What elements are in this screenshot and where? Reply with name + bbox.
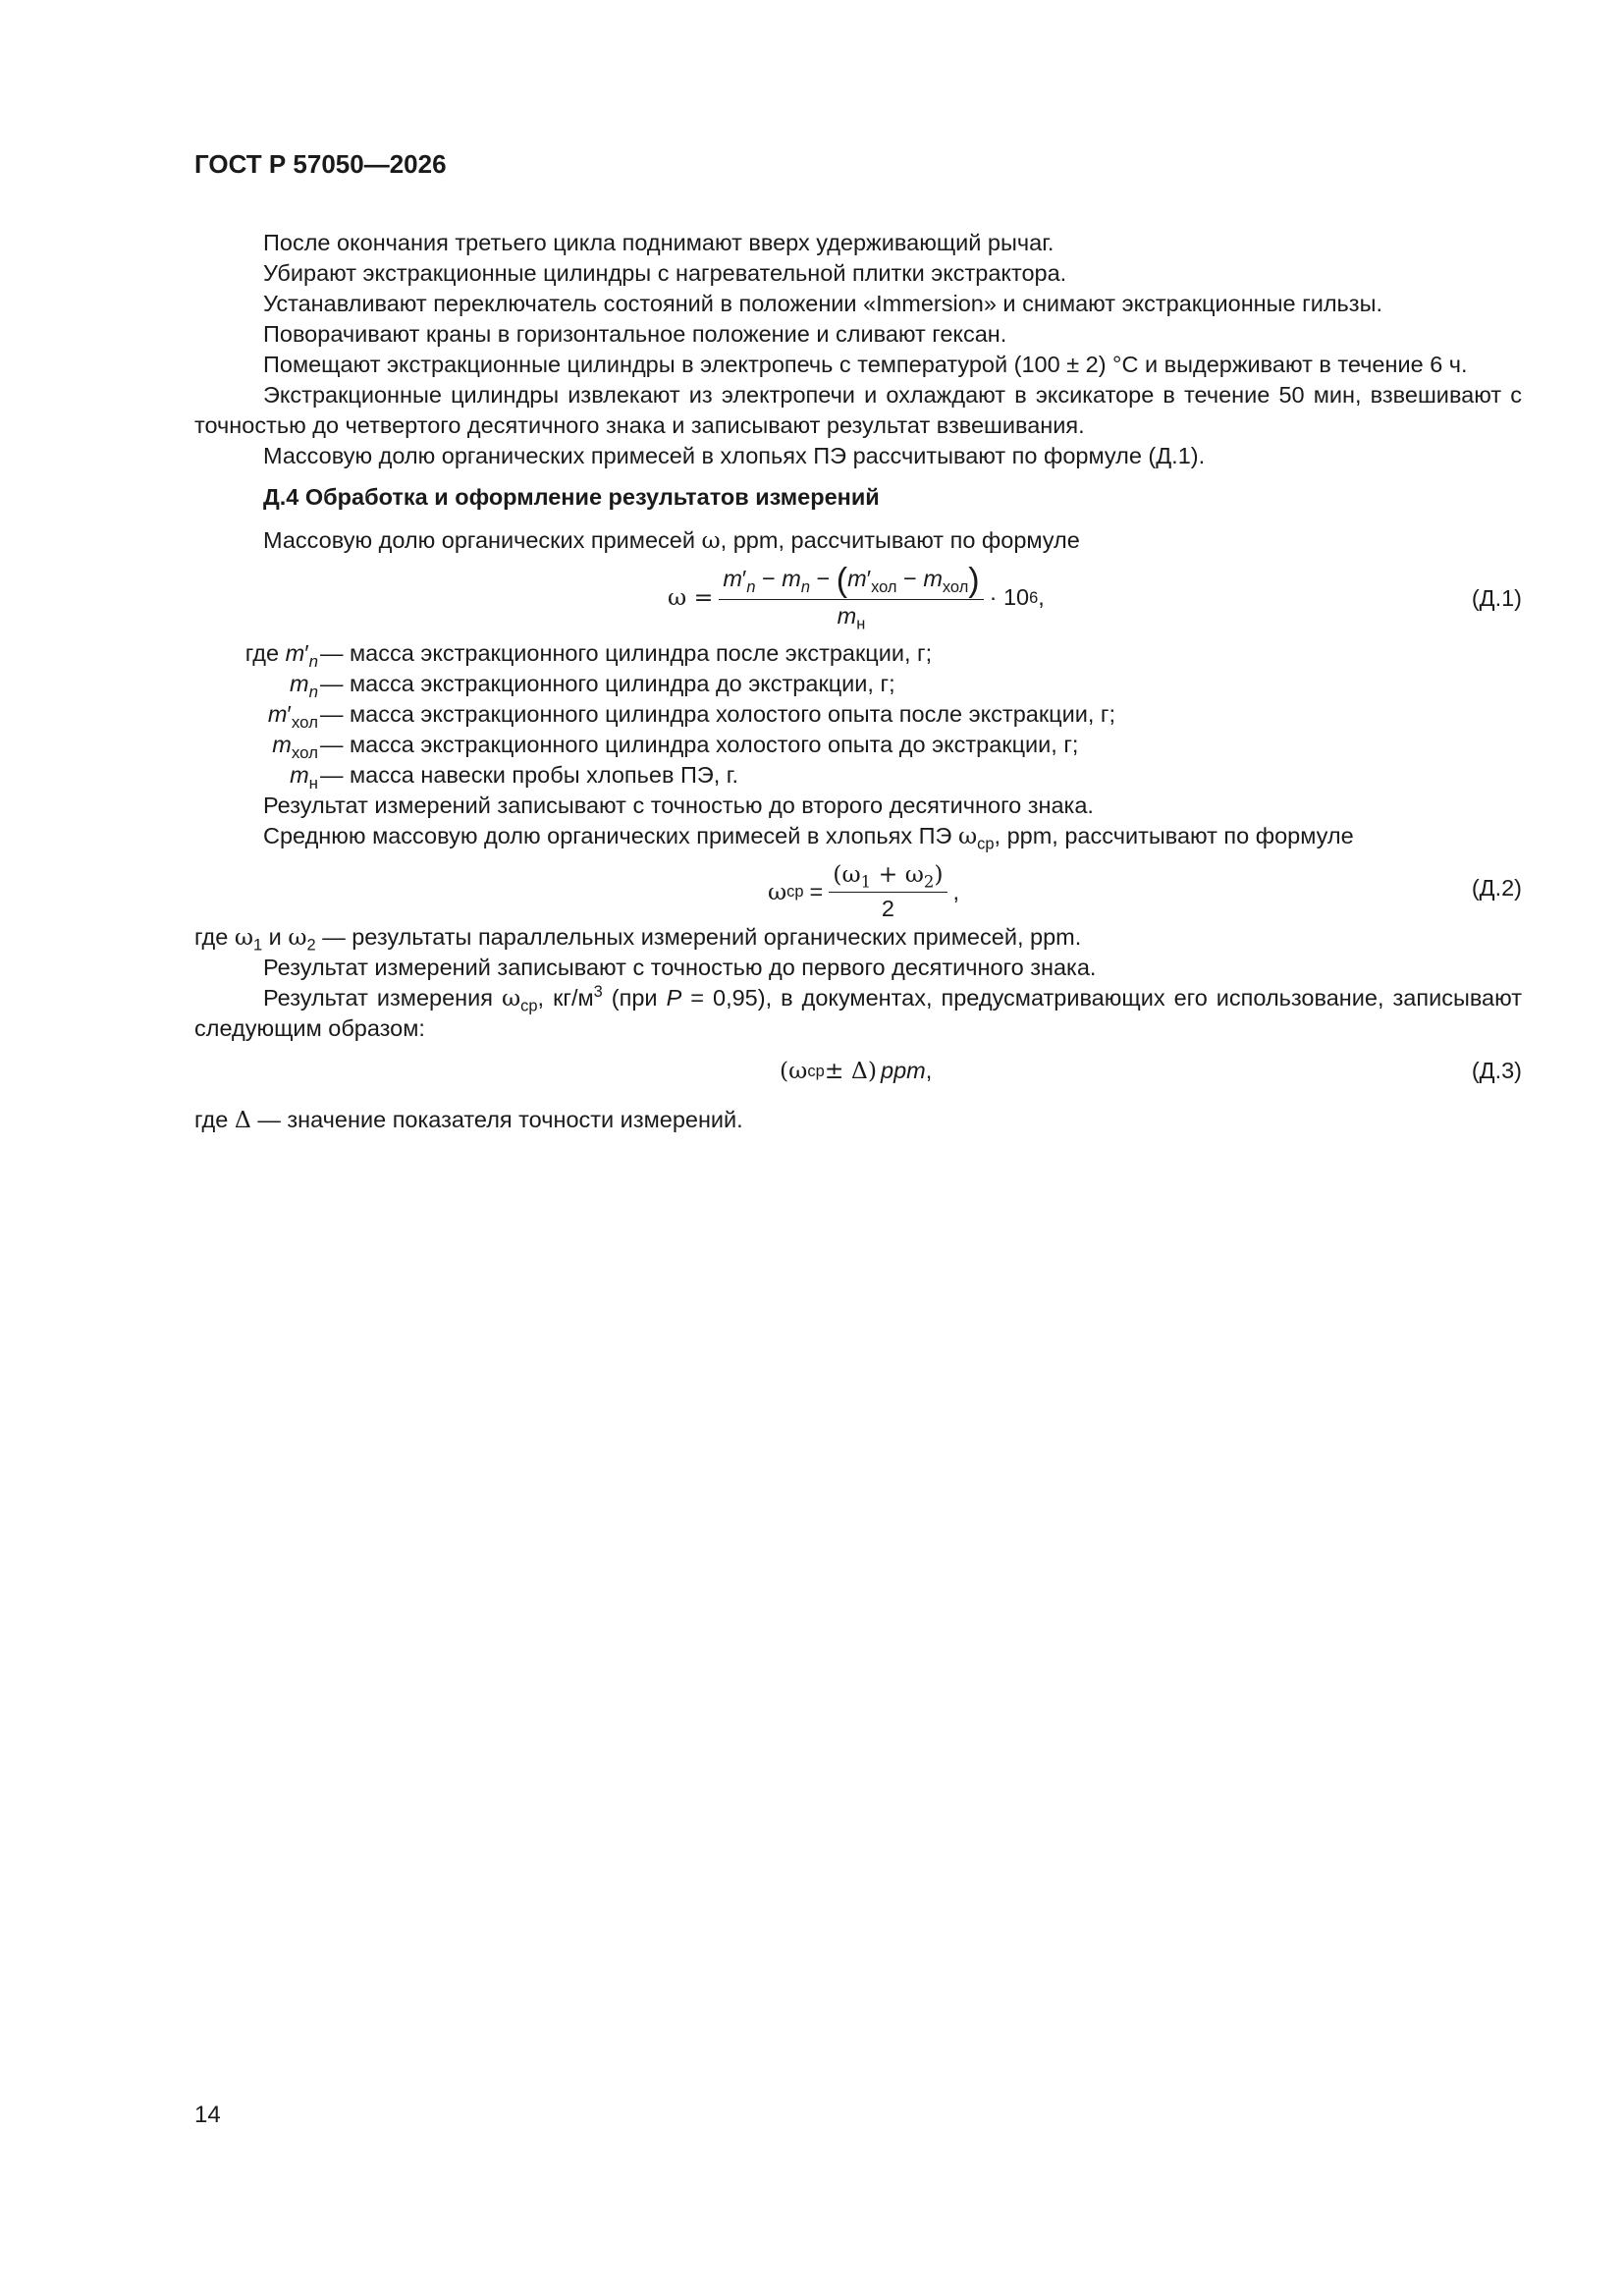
formula-d1-denominator: $m_н$ xyxy=(837,603,866,633)
paragraph: Устанавливают переключатель состояний в положении «Immersion» и снимают экстракционные гильзы. xyxy=(263,291,1382,316)
paragraph: Поворачивают краны в горизонтальное положение и сливают гексан. xyxy=(263,321,1007,347)
formula-d2-denominator: 2 xyxy=(881,896,894,921)
page-number: 14 xyxy=(194,2102,221,2128)
formula-d1-fraction xyxy=(719,564,983,631)
where-item: $m_{хол}$ — масса экстракционного цилиндра холостого опыта до экстракции, г; xyxy=(272,732,1079,762)
paragraph: Убирают экстракционные цилиндры с нагревательной плитки экстрактора. xyxy=(263,260,1067,286)
where-d3: где Δ — значение показателя точности измерений. xyxy=(194,1106,743,1133)
paragraph: Результат измерений записывают с точностью до второго десятичного знака. xyxy=(263,793,1094,818)
document-body xyxy=(194,228,1522,1135)
formula-d2 xyxy=(194,859,1522,921)
formula-intro-d1: Массовую долю органических примесей ω, ppm, рассчитывают по формуле xyxy=(263,526,1080,554)
where-item: $m_n$ — масса экстракционного цилиндра до экстракции, г; xyxy=(290,671,895,701)
formula-number-d2: (Д.2) xyxy=(1471,875,1522,901)
formula-d2-expression: ω ср = $\frac{(\omega_1 + \omega_2)}{2}$ , xyxy=(768,859,959,924)
formula-d1-numerator: $m'_n - m_n - (m'_{хол} - m_{хол})$ xyxy=(719,564,983,600)
where-d2: где $\omega_1$ и $\omega_2$ — результаты параллельных измерений органических примесей, ppm. xyxy=(194,923,1082,955)
formula-number-d3: (Д.3) xyxy=(1471,1058,1522,1083)
formula-intro-d2: Среднюю массовую долю органических примесей в хлопьях ПЭ $\omega_{ср}$, ppm, рассчитывают по формуле xyxy=(263,822,1354,853)
section-heading: Д.4 Обработка и оформление результатов измерений xyxy=(263,484,880,510)
formula-d3-expression: (ω ср ± Δ) ppm , xyxy=(780,1057,933,1084)
paragraph: Помещают экстракционные цилиндры в электропечь с температурой (100 ± 2) °С и выдерживают в течение 6 ч. xyxy=(263,352,1468,377)
paragraph: Результат измерений записывают с точностью до первого десятичного знака. xyxy=(263,955,1097,980)
paragraph: После окончания третьего цикла поднимают вверх удерживающий рычаг. xyxy=(263,230,1055,255)
document-header: ГОСТ Р 57050—2026 xyxy=(194,149,447,179)
formula-number-d1: (Д.1) xyxy=(1471,585,1522,611)
formula-d2-numerator: $(\omega_1 + \omega_2)$ xyxy=(829,859,947,893)
formula-d2-fraction xyxy=(829,859,947,924)
paragraph: Массовую долю органических примесей в хлопьях ПЭ рассчитывают по формуле (Д.1). xyxy=(263,443,1206,468)
formula-d1-expression: ω = $m'_n - m_n - (m'_{хол} - m_{хол})$ $m_н$ · 10 6 , xyxy=(668,562,1045,633)
formula-d3 xyxy=(194,1056,1522,1095)
formula-d1 xyxy=(194,564,1522,632)
where-item: $m'_{хол}$ — масса экстракционного цилиндра холостого опыта после экстракции, г; xyxy=(267,701,1115,732)
paragraph-record: Результат измерения $\omega_{ср}$, $кг/м^3$ (при P = 0,95), в документах, предусматривающих его использование, записывают следующим образом: xyxy=(194,983,1522,1041)
where-item: где $m'_n$ — масса экстракционного цилиндра после экстракции, г; xyxy=(244,640,933,671)
where-list-d1 xyxy=(194,638,1522,791)
paragraph: Экстракционные цилиндры извлекают из электропечи и охлаждают в эксикаторе в течение 50 мин, взвешивают с точностью до четвертого десятичного знака и записывают результат взвешивания. xyxy=(194,382,1522,438)
where-item: $m_н$ — масса навески пробы хлопьев ПЭ, г. xyxy=(290,762,739,793)
